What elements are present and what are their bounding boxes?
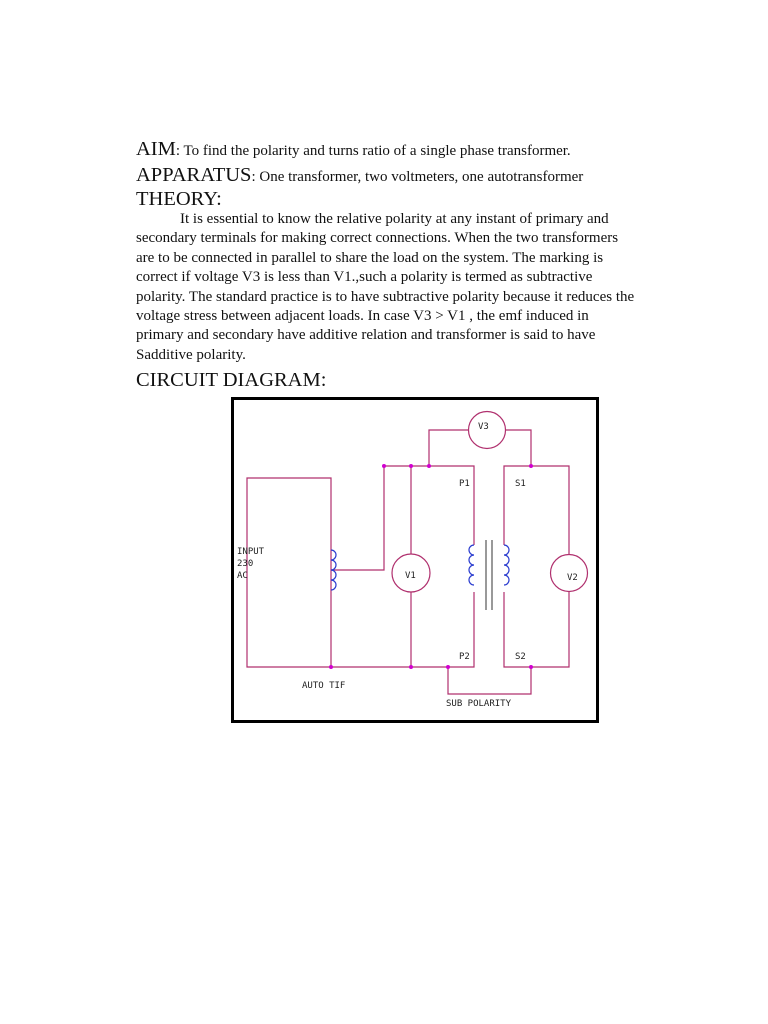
- v2-label: V2: [567, 573, 578, 583]
- document-page: [136, 139, 636, 393]
- voltmeter-v3: [469, 412, 506, 449]
- apparatus-text: : One transformer, two voltmeters, one autotransformer: [251, 169, 584, 185]
- circuit-diagram-heading: CIRCUIT DIAGRAM:: [136, 369, 327, 392]
- v3-right-wire: [506, 430, 531, 466]
- transformer-core: [486, 540, 492, 610]
- v3-left-wire: [429, 430, 468, 466]
- theory-heading: THEORY:: [136, 188, 222, 210]
- p2-label: P2: [459, 652, 470, 662]
- s2-label: S2: [515, 652, 526, 662]
- p1-wire: [411, 466, 474, 545]
- aim-heading: AIM: [136, 138, 176, 160]
- s1-wire: [504, 466, 569, 558]
- input-label-line1: INPUT: [237, 547, 265, 557]
- theory-paragraph: It is essential to know the relative polarity at any instant of primary and secondary terminals for making correct connections. When the two transformers are to be connected in parallel to share the load on the system. The marking is correct if voltage V3 is less than V1.,such a polarity is termed as subtractive polarity. The standard practice is to have subtractive polarity because it reduces the voltage stress between adjacent loads. In case V3 > V1 , the emf induced in primary and secondary have additive relation and transformer is said to have Sadditive polarity.: [136, 211, 635, 363]
- input-label-line3: AC: [237, 571, 248, 581]
- apparatus-line: [136, 165, 636, 187]
- sub-polarity-link: [448, 667, 531, 694]
- tap-wire: [331, 466, 411, 570]
- primary-coil: [469, 545, 474, 585]
- voltmeter-v2: [551, 555, 588, 592]
- voltmeter-v1: [392, 554, 430, 592]
- auto-tif-label: AUTO TIF: [302, 681, 346, 691]
- circuit-svg: [234, 400, 595, 719]
- s2-wire: [504, 588, 569, 667]
- p1-label: P1: [459, 479, 470, 489]
- aim-line: [136, 139, 636, 161]
- s1-label: S1: [515, 479, 526, 489]
- junction-dots: [329, 464, 533, 669]
- circuit-diagram: [231, 397, 599, 723]
- sub-polarity-label: SUB POLARITY: [446, 699, 512, 709]
- aim-text: : To find the polarity and turns ratio of a single phase transformer.: [175, 143, 571, 159]
- secondary-coil: [504, 545, 509, 585]
- input-loop-wire: [247, 478, 331, 667]
- input-label-line2: 230: [237, 559, 254, 569]
- apparatus-heading: APPARATUS: [136, 164, 252, 186]
- v1-label: V1: [405, 571, 416, 581]
- v3-label: V3: [478, 422, 489, 432]
